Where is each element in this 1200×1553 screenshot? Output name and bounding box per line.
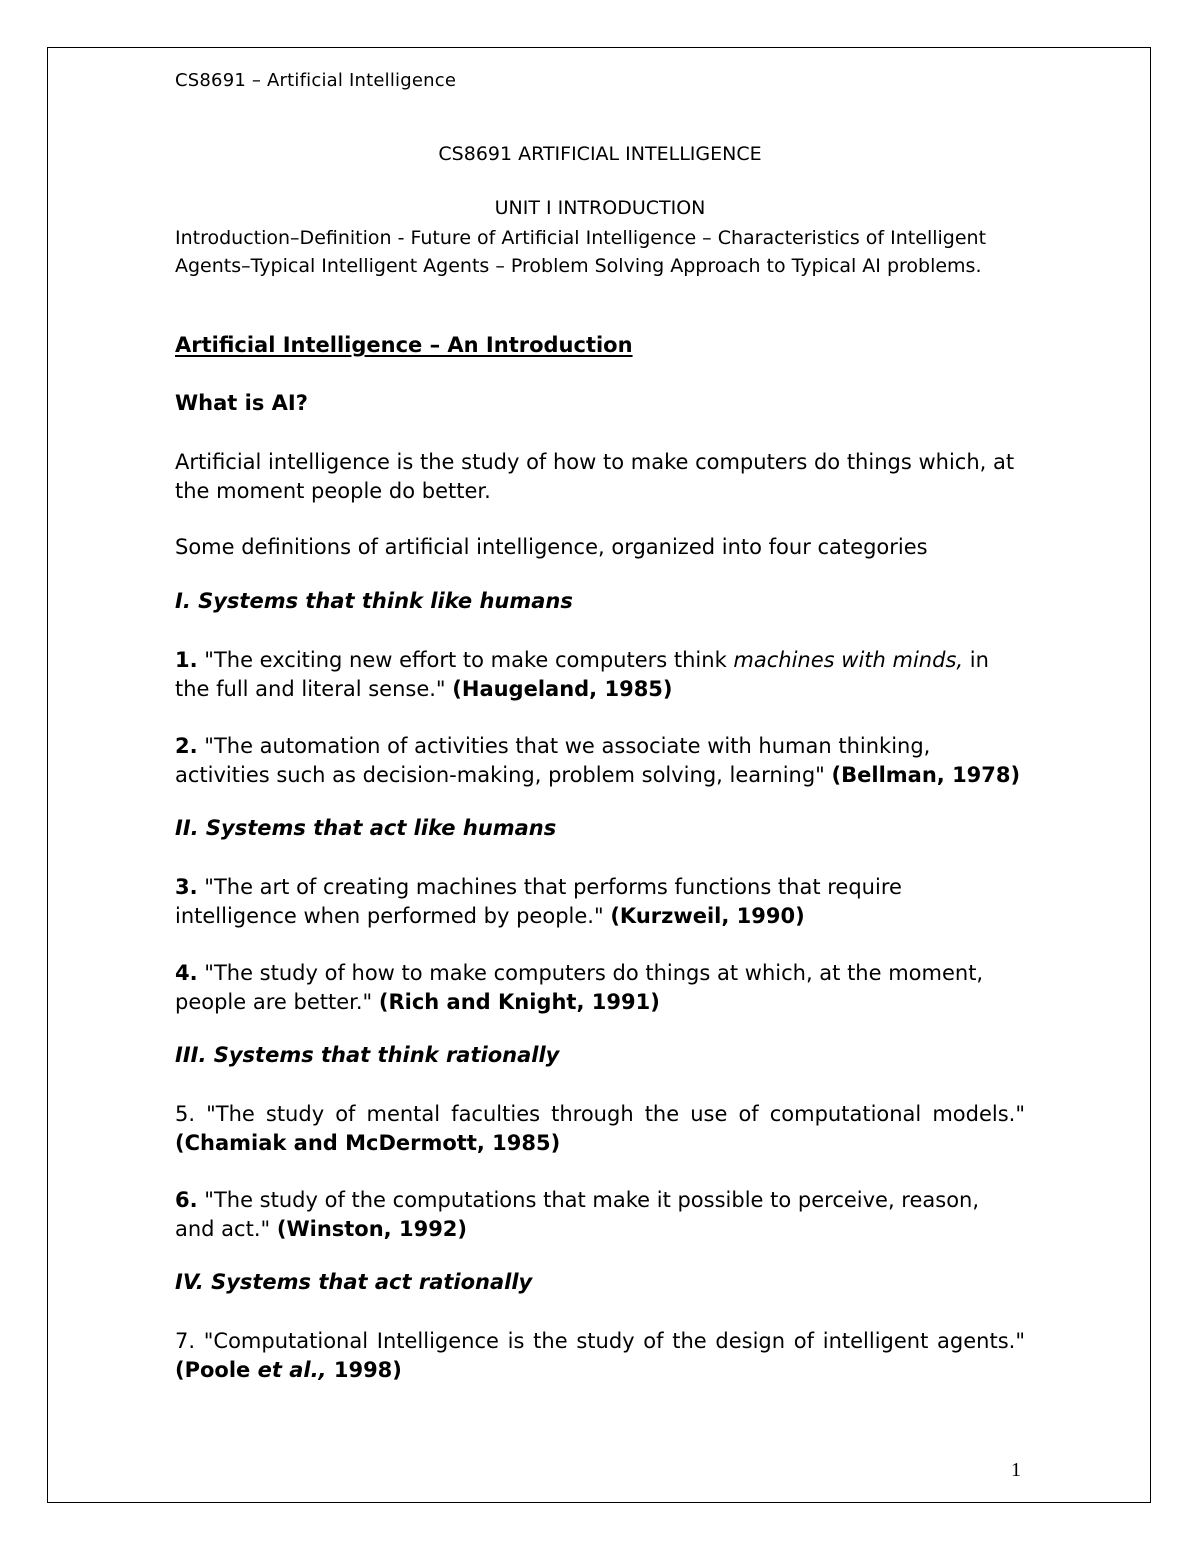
definition-number: 6. (175, 1188, 198, 1212)
definition-text: "The automation of activities that we associate with human thinking, activities such as decision-making, problem solving, learning" (175, 734, 931, 787)
intro-paragraph: Artificial intelligence is the study of how to make computers do things which, at the moment people do better. (175, 450, 1015, 503)
definition-4 (175, 959, 1025, 1017)
definition-text: "The art of creating machines that performs functions that require intelligence when performed by people." (175, 875, 902, 928)
definition-text: "The study of the computations that make it possible to perceive, reason, and act." (175, 1188, 980, 1241)
definition-2 (175, 732, 1025, 790)
question-heading: What is AI? (175, 391, 308, 415)
definition-number: 4. (175, 961, 198, 985)
unit-title: UNIT I INTRODUCTION (494, 197, 706, 219)
definition-citation: (Bellman, 1978) (831, 763, 1021, 787)
category-heading-2: II. Systems that act like humans (175, 816, 557, 840)
citation-emphasis: et al., (257, 1358, 327, 1382)
definition-6 (175, 1186, 1025, 1244)
definition-citation: (Rich and Knight, 1991) (378, 990, 660, 1014)
definition-text: "The study of mental faculties through the use of computational models." (206, 1102, 1025, 1126)
definition-emphasis: machines with minds, (733, 648, 964, 672)
definition-citation: (Chamiak and McDermott, 1985) (175, 1131, 561, 1155)
definition-7 (175, 1327, 1025, 1385)
definition-text: "Computational Intelligence is the study of the design of intelligent agents." (203, 1329, 1025, 1353)
definition-3 (175, 873, 1025, 931)
category-heading-3: III. Systems that think rationally (175, 1043, 560, 1067)
categories-intro: Some definitions of artificial intelligence, organized into four categories (175, 535, 928, 559)
page-number: 1 (1011, 1459, 1021, 1481)
category-heading-4: IV. Systems that act rationally (175, 1270, 533, 1294)
section-heading: Artificial Intelligence – An Introduction (175, 333, 633, 357)
definition-number: 2. (175, 734, 198, 758)
definition-text: "The study of how to make computers do things at which, at the moment, people are better." (175, 961, 984, 1014)
definition-citation: (Kurzweil, 1990) (610, 904, 805, 928)
definition-citation: (Winston, 1992) (276, 1217, 468, 1241)
definition-5 (175, 1100, 1025, 1158)
definition-number: 5. (175, 1102, 196, 1126)
category-heading-1: I. Systems that think like humans (175, 589, 573, 613)
definition-1 (175, 646, 1025, 704)
definition-number: 7. (175, 1329, 196, 1353)
syllabus-line-2: Agents–Typical Intelligent Agents – Problem Solving Approach to Typical AI problems. (175, 255, 982, 277)
definition-text: in the full and literal sense." (175, 648, 989, 701)
syllabus-topics (175, 224, 1005, 280)
course-title: CS8691 ARTIFICIAL INTELLIGENCE (438, 143, 762, 165)
definition-citation: (Haugeland, 1985) (452, 677, 673, 701)
definition-number: 3. (175, 875, 198, 899)
definition-text: "The exciting new effort to make computers think (204, 648, 734, 672)
definition-citation: (Poole et al., 1998) (175, 1358, 402, 1382)
definition-number: 1. (175, 648, 198, 672)
running-header: CS8691 – Artificial Intelligence (175, 70, 457, 91)
syllabus-line-1: Introduction–Definition - Future of Artificial Intelligence – Characteristics of Intelligent (175, 227, 987, 249)
